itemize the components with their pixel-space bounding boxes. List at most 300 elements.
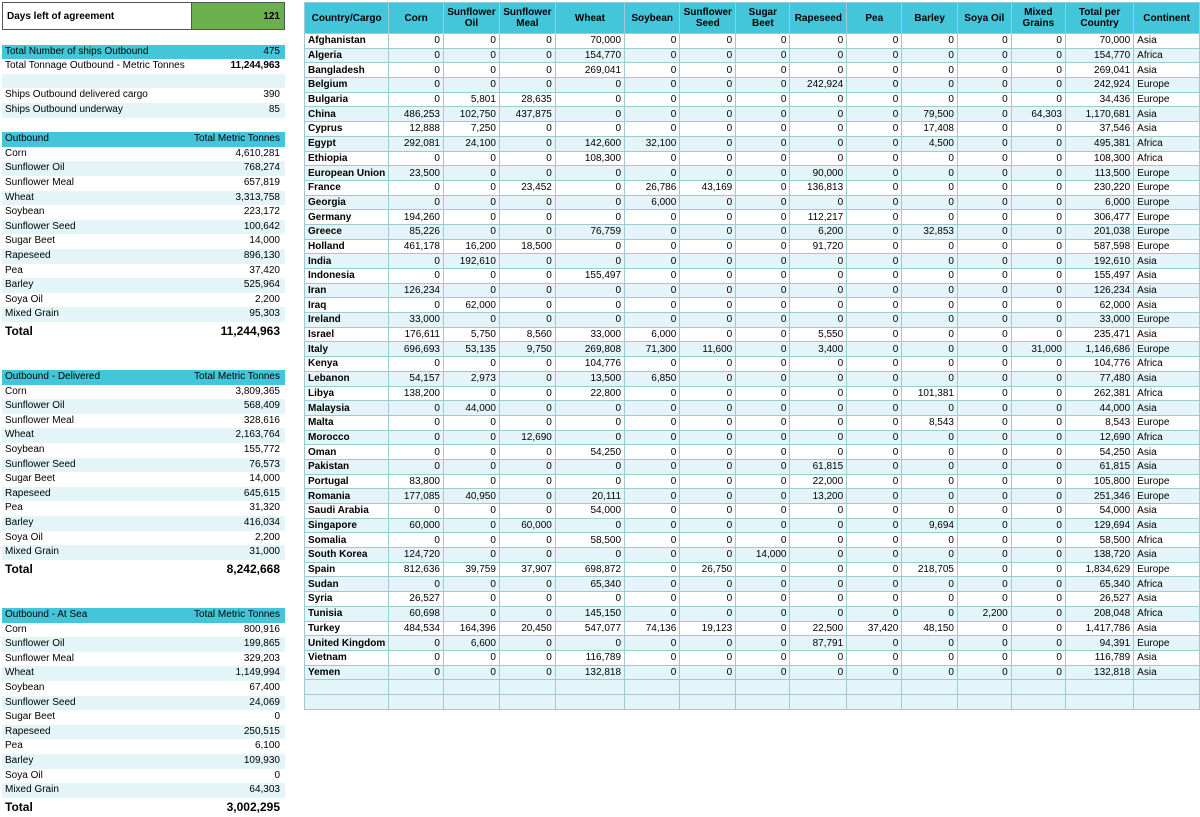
value-cell[interactable]: 0 [847,78,902,93]
value-cell[interactable]: 0 [1011,210,1065,225]
value-cell[interactable]: 0 [625,650,680,665]
value-cell[interactable]: 0 [499,78,555,93]
value-cell[interactable]: 0 [443,650,499,665]
value-cell[interactable]: 0 [957,166,1011,181]
value-cell[interactable]: 0 [1011,136,1065,151]
value-cell[interactable]: 0 [1011,621,1065,636]
value-cell[interactable]: 0 [443,606,499,621]
cargo-row[interactable] [2,147,285,162]
value-cell[interactable]: 486,253 [389,107,444,122]
value-cell[interactable]: 26,527 [389,592,444,607]
cargo-row[interactable] [2,531,285,546]
value-cell[interactable]: 60,000 [389,518,444,533]
column-header[interactable]: Sunflower Oil [443,3,499,34]
value-cell[interactable]: 0 [625,34,680,49]
continent-cell[interactable]: Europe [1134,636,1200,651]
continent-cell[interactable]: Africa [1134,136,1200,151]
empty-cell[interactable] [443,680,499,695]
cargo-row[interactable] [2,681,285,696]
value-cell[interactable]: 0 [957,195,1011,210]
value-cell[interactable]: 218,705 [902,562,958,577]
empty-cell[interactable] [1134,694,1200,709]
value-cell[interactable]: 0 [736,92,790,107]
cargo-row[interactable] [2,249,285,264]
value-cell[interactable]: 0 [625,254,680,269]
value-cell[interactable]: 0 [736,401,790,416]
value-cell[interactable]: 0 [389,504,444,519]
value-cell[interactable]: 0 [736,445,790,460]
value-cell[interactable]: 0 [555,254,624,269]
value-cell[interactable]: 0 [902,606,958,621]
value-cell[interactable]: 33,000 [1065,313,1133,328]
continent-cell[interactable]: Europe [1134,489,1200,504]
value-cell[interactable]: 0 [957,665,1011,680]
value-cell[interactable]: 0 [902,210,958,225]
continent-cell[interactable]: Asia [1134,254,1200,269]
value-cell[interactable]: 0 [847,327,902,342]
empty-cell[interactable] [847,694,902,709]
value-cell[interactable]: 0 [389,92,444,107]
continent-cell[interactable]: Asia [1134,459,1200,474]
cargo-row[interactable] [2,725,285,740]
value-cell[interactable]: 0 [1011,474,1065,489]
value-cell[interactable]: 0 [443,665,499,680]
value-cell[interactable]: 11,600 [680,342,736,357]
value-cell[interactable]: 164,396 [443,621,499,636]
value-cell[interactable]: 0 [902,269,958,284]
value-cell[interactable]: 23,452 [499,180,555,195]
value-cell[interactable]: 0 [736,504,790,519]
cargo-row[interactable] [2,696,285,711]
value-cell[interactable]: 0 [443,166,499,181]
value-cell[interactable]: 85,226 [389,224,444,239]
continent-cell[interactable]: Asia [1134,650,1200,665]
value-cell[interactable]: 0 [499,283,555,298]
value-cell[interactable]: 0 [847,415,902,430]
value-cell[interactable]: 0 [902,78,958,93]
value-cell[interactable]: 0 [790,48,847,63]
value-cell[interactable]: 0 [555,166,624,181]
value-cell[interactable]: 0 [443,151,499,166]
continent-cell[interactable]: Europe [1134,474,1200,489]
value-cell[interactable]: 0 [1011,224,1065,239]
value-cell[interactable]: 0 [499,665,555,680]
cargo-row[interactable] [2,666,285,681]
value-cell[interactable]: 0 [499,313,555,328]
value-cell[interactable]: 19,123 [680,621,736,636]
value-cell[interactable]: 0 [847,636,902,651]
value-cell[interactable]: 22,800 [555,386,624,401]
value-cell[interactable]: 0 [847,371,902,386]
value-cell[interactable]: 0 [499,269,555,284]
value-cell[interactable]: 14,000 [736,548,790,563]
empty-cell[interactable] [902,694,958,709]
value-cell[interactable]: 0 [847,650,902,665]
value-cell[interactable]: 0 [499,136,555,151]
cargo-row[interactable] [2,293,285,308]
value-cell[interactable]: 1,170,681 [1065,107,1133,122]
value-cell[interactable]: 0 [443,34,499,49]
value-cell[interactable]: 0 [1011,606,1065,621]
value-cell[interactable]: 0 [555,122,624,137]
value-cell[interactable]: 0 [1011,78,1065,93]
value-cell[interactable]: 0 [1011,63,1065,78]
value-cell[interactable]: 0 [957,63,1011,78]
value-cell[interactable]: 0 [443,224,499,239]
empty-cell[interactable] [902,680,958,695]
value-cell[interactable]: 0 [736,577,790,592]
country-cell[interactable]: Oman [305,445,389,460]
value-cell[interactable]: 0 [443,313,499,328]
value-cell[interactable]: 0 [847,489,902,504]
value-cell[interactable]: 138,720 [1065,548,1133,563]
value-cell[interactable]: 0 [790,107,847,122]
value-cell[interactable]: 0 [625,518,680,533]
value-cell[interactable]: 0 [902,63,958,78]
value-cell[interactable]: 0 [625,122,680,137]
value-cell[interactable]: 0 [957,562,1011,577]
value-cell[interactable]: 0 [736,430,790,445]
value-cell[interactable]: 0 [680,166,736,181]
value-cell[interactable]: 0 [499,650,555,665]
value-cell[interactable]: 0 [847,283,902,298]
value-cell[interactable]: 0 [736,107,790,122]
value-cell[interactable]: 0 [499,34,555,49]
value-cell[interactable]: 70,000 [1065,34,1133,49]
section-header[interactable] [2,132,285,147]
value-cell[interactable]: 0 [790,665,847,680]
value-cell[interactable]: 0 [957,327,1011,342]
cargo-row[interactable] [2,769,285,784]
cargo-row[interactable] [2,652,285,667]
value-cell[interactable]: 235,471 [1065,327,1133,342]
stat-total-tonnage[interactable] [2,59,285,74]
value-cell[interactable]: 0 [790,415,847,430]
continent-cell[interactable]: Europe [1134,313,1200,328]
value-cell[interactable]: 0 [625,445,680,460]
value-cell[interactable]: 0 [736,34,790,49]
value-cell[interactable]: 0 [957,92,1011,107]
continent-cell[interactable]: Asia [1134,269,1200,284]
section-header[interactable] [2,370,285,385]
value-cell[interactable]: 0 [790,313,847,328]
value-cell[interactable]: 0 [790,577,847,592]
cargo-row[interactable] [2,205,285,220]
value-cell[interactable]: 0 [847,533,902,548]
value-cell[interactable]: 0 [957,107,1011,122]
value-cell[interactable]: 0 [790,63,847,78]
value-cell[interactable]: 0 [902,445,958,460]
value-cell[interactable]: 0 [847,504,902,519]
empty-cell[interactable] [305,694,389,709]
value-cell[interactable]: 0 [736,195,790,210]
value-cell[interactable]: 145,150 [555,606,624,621]
value-cell[interactable]: 0 [902,636,958,651]
value-cell[interactable]: 0 [680,371,736,386]
value-cell[interactable]: 0 [680,474,736,489]
country-cell[interactable]: United Kingdom [305,636,389,651]
section-header[interactable] [2,608,285,623]
value-cell[interactable]: 0 [957,283,1011,298]
value-cell[interactable]: 0 [625,298,680,313]
value-cell[interactable]: 0 [625,504,680,519]
empty-cell[interactable] [790,680,847,695]
value-cell[interactable]: 0 [625,606,680,621]
value-cell[interactable]: 0 [443,210,499,225]
value-cell[interactable]: 0 [625,474,680,489]
value-cell[interactable]: 40,950 [443,489,499,504]
value-cell[interactable]: 43,169 [680,180,736,195]
value-cell[interactable]: 0 [736,298,790,313]
value-cell[interactable]: 0 [1011,239,1065,254]
value-cell[interactable]: 0 [790,371,847,386]
value-cell[interactable]: 0 [680,48,736,63]
value-cell[interactable]: 0 [625,489,680,504]
value-cell[interactable]: 0 [1011,577,1065,592]
value-cell[interactable]: 18,500 [499,239,555,254]
value-cell[interactable]: 48,150 [902,621,958,636]
value-cell[interactable]: 22,500 [790,621,847,636]
value-cell[interactable]: 5,801 [443,92,499,107]
value-cell[interactable]: 0 [555,401,624,416]
country-cell[interactable]: Libya [305,386,389,401]
value-cell[interactable]: 0 [736,621,790,636]
value-cell[interactable]: 37,907 [499,562,555,577]
value-cell[interactable]: 0 [957,386,1011,401]
value-cell[interactable]: 0 [790,298,847,313]
value-cell[interactable]: 547,077 [555,621,624,636]
value-cell[interactable]: 0 [736,533,790,548]
value-cell[interactable]: 0 [902,665,958,680]
value-cell[interactable]: 6,000 [625,327,680,342]
value-cell[interactable]: 71,300 [625,342,680,357]
stat-underway[interactable] [2,103,285,118]
country-cell[interactable]: Germany [305,210,389,225]
value-cell[interactable]: 0 [680,650,736,665]
value-cell[interactable]: 0 [499,371,555,386]
continent-cell[interactable]: Africa [1134,386,1200,401]
continent-cell[interactable]: Europe [1134,342,1200,357]
value-cell[interactable]: 0 [847,459,902,474]
value-cell[interactable]: 0 [499,533,555,548]
value-cell[interactable]: 0 [625,548,680,563]
value-cell[interactable]: 6,000 [1065,195,1133,210]
cargo-row[interactable] [2,307,285,322]
value-cell[interactable]: 0 [443,459,499,474]
value-cell[interactable]: 0 [680,283,736,298]
value-cell[interactable]: 0 [736,518,790,533]
value-cell[interactable]: 0 [1011,650,1065,665]
value-cell[interactable]: 0 [847,445,902,460]
value-cell[interactable]: 6,000 [625,195,680,210]
value-cell[interactable]: 0 [625,151,680,166]
value-cell[interactable]: 0 [1011,151,1065,166]
value-cell[interactable]: 0 [957,592,1011,607]
value-cell[interactable]: 26,527 [1065,592,1133,607]
value-cell[interactable]: 0 [1011,533,1065,548]
value-cell[interactable]: 0 [389,636,444,651]
value-cell[interactable]: 2,200 [957,606,1011,621]
value-cell[interactable]: 12,690 [1065,430,1133,445]
value-cell[interactable]: 0 [625,562,680,577]
value-cell[interactable]: 0 [1011,401,1065,416]
value-cell[interactable]: 0 [680,606,736,621]
value-cell[interactable]: 0 [389,180,444,195]
value-cell[interactable]: 0 [957,533,1011,548]
value-cell[interactable]: 0 [957,401,1011,416]
value-cell[interactable]: 0 [957,210,1011,225]
value-cell[interactable]: 0 [902,489,958,504]
value-cell[interactable]: 9,750 [499,342,555,357]
value-cell[interactable]: 0 [499,445,555,460]
value-cell[interactable]: 0 [499,592,555,607]
value-cell[interactable]: 269,808 [555,342,624,357]
empty-cell[interactable] [736,680,790,695]
empty-cell[interactable] [847,680,902,695]
value-cell[interactable]: 0 [847,298,902,313]
value-cell[interactable]: 0 [847,224,902,239]
value-cell[interactable]: 0 [957,342,1011,357]
value-cell[interactable]: 0 [902,401,958,416]
value-cell[interactable]: 0 [790,195,847,210]
value-cell[interactable]: 126,234 [1065,283,1133,298]
value-cell[interactable]: 0 [443,386,499,401]
country-cell[interactable]: Ethiopia [305,151,389,166]
column-header[interactable]: Corn [389,3,444,34]
continent-cell[interactable]: Asia [1134,34,1200,49]
empty-cell[interactable] [1011,694,1065,709]
empty-cell[interactable] [389,680,444,695]
value-cell[interactable]: 0 [790,606,847,621]
value-cell[interactable]: 0 [957,254,1011,269]
value-cell[interactable]: 0 [680,92,736,107]
value-cell[interactable]: 0 [847,401,902,416]
value-cell[interactable]: 0 [847,166,902,181]
value-cell[interactable]: 0 [555,92,624,107]
value-cell[interactable]: 0 [625,533,680,548]
value-cell[interactable]: 0 [736,489,790,504]
value-cell[interactable]: 0 [499,415,555,430]
value-cell[interactable]: 0 [680,415,736,430]
value-cell[interactable]: 77,480 [1065,371,1133,386]
country-cell[interactable]: Kenya [305,357,389,372]
cargo-row[interactable] [2,472,285,487]
value-cell[interactable]: 0 [736,386,790,401]
value-cell[interactable]: 0 [790,401,847,416]
value-cell[interactable]: 1,417,786 [1065,621,1133,636]
value-cell[interactable]: 129,694 [1065,518,1133,533]
country-cell[interactable]: Bangladesh [305,63,389,78]
value-cell[interactable]: 102,750 [443,107,499,122]
value-cell[interactable]: 142,600 [555,136,624,151]
value-cell[interactable]: 0 [443,548,499,563]
continent-cell[interactable]: Asia [1134,621,1200,636]
value-cell[interactable]: 0 [389,78,444,93]
value-cell[interactable]: 0 [499,166,555,181]
country-cell[interactable]: European Union [305,166,389,181]
value-cell[interactable]: 0 [957,489,1011,504]
value-cell[interactable]: 132,818 [1065,665,1133,680]
value-cell[interactable]: 0 [847,239,902,254]
country-cell[interactable]: Israel [305,327,389,342]
country-cell[interactable]: France [305,180,389,195]
country-cell[interactable]: Algeria [305,48,389,63]
value-cell[interactable]: 0 [680,548,736,563]
value-cell[interactable]: 0 [499,122,555,137]
continent-cell[interactable]: Africa [1134,606,1200,621]
value-cell[interactable]: 0 [847,180,902,195]
value-cell[interactable]: 0 [957,459,1011,474]
value-cell[interactable]: 5,750 [443,327,499,342]
value-cell[interactable]: 94,391 [1065,636,1133,651]
value-cell[interactable]: 0 [1011,269,1065,284]
value-cell[interactable]: 0 [625,283,680,298]
value-cell[interactable]: 269,041 [555,63,624,78]
empty-cell[interactable] [443,694,499,709]
value-cell[interactable]: 0 [555,636,624,651]
value-cell[interactable]: 104,776 [555,357,624,372]
cargo-row[interactable] [2,264,285,279]
value-cell[interactable]: 176,611 [389,327,444,342]
value-cell[interactable]: 0 [736,180,790,195]
value-cell[interactable]: 155,497 [555,269,624,284]
value-cell[interactable]: 0 [389,401,444,416]
value-cell[interactable]: 0 [443,283,499,298]
value-cell[interactable]: 17,408 [902,122,958,137]
value-cell[interactable]: 54,000 [555,504,624,519]
value-cell[interactable]: 0 [499,548,555,563]
value-cell[interactable]: 461,178 [389,239,444,254]
value-cell[interactable]: 0 [957,78,1011,93]
empty-cell[interactable] [499,680,555,695]
continent-cell[interactable]: Asia [1134,548,1200,563]
value-cell[interactable]: 0 [957,151,1011,166]
value-cell[interactable]: 0 [625,592,680,607]
empty-cell[interactable] [680,694,736,709]
value-cell[interactable]: 0 [736,63,790,78]
country-cell[interactable]: Belgium [305,78,389,93]
value-cell[interactable]: 60,000 [499,518,555,533]
country-cell[interactable]: Morocco [305,430,389,445]
value-cell[interactable]: 8,543 [902,415,958,430]
value-cell[interactable]: 60,698 [389,606,444,621]
continent-cell[interactable]: Asia [1134,665,1200,680]
value-cell[interactable]: 0 [555,415,624,430]
value-cell[interactable]: 0 [1011,562,1065,577]
value-cell[interactable]: 58,500 [555,533,624,548]
value-cell[interactable]: 0 [443,533,499,548]
value-cell[interactable]: 484,534 [389,621,444,636]
value-cell[interactable]: 0 [499,63,555,78]
value-cell[interactable]: 0 [1011,386,1065,401]
value-cell[interactable]: 0 [680,489,736,504]
value-cell[interactable]: 0 [680,34,736,49]
value-cell[interactable]: 0 [625,415,680,430]
cargo-row[interactable] [2,501,285,516]
value-cell[interactable]: 0 [847,195,902,210]
value-cell[interactable]: 154,770 [555,48,624,63]
continent-cell[interactable]: Africa [1134,430,1200,445]
value-cell[interactable]: 0 [443,445,499,460]
value-cell[interactable]: 0 [736,606,790,621]
value-cell[interactable]: 0 [790,269,847,284]
continent-cell[interactable]: Africa [1134,48,1200,63]
value-cell[interactable]: 0 [736,122,790,137]
value-cell[interactable]: 0 [499,577,555,592]
value-cell[interactable]: 70,000 [555,34,624,49]
value-cell[interactable]: 0 [957,430,1011,445]
empty-cell[interactable] [1011,680,1065,695]
